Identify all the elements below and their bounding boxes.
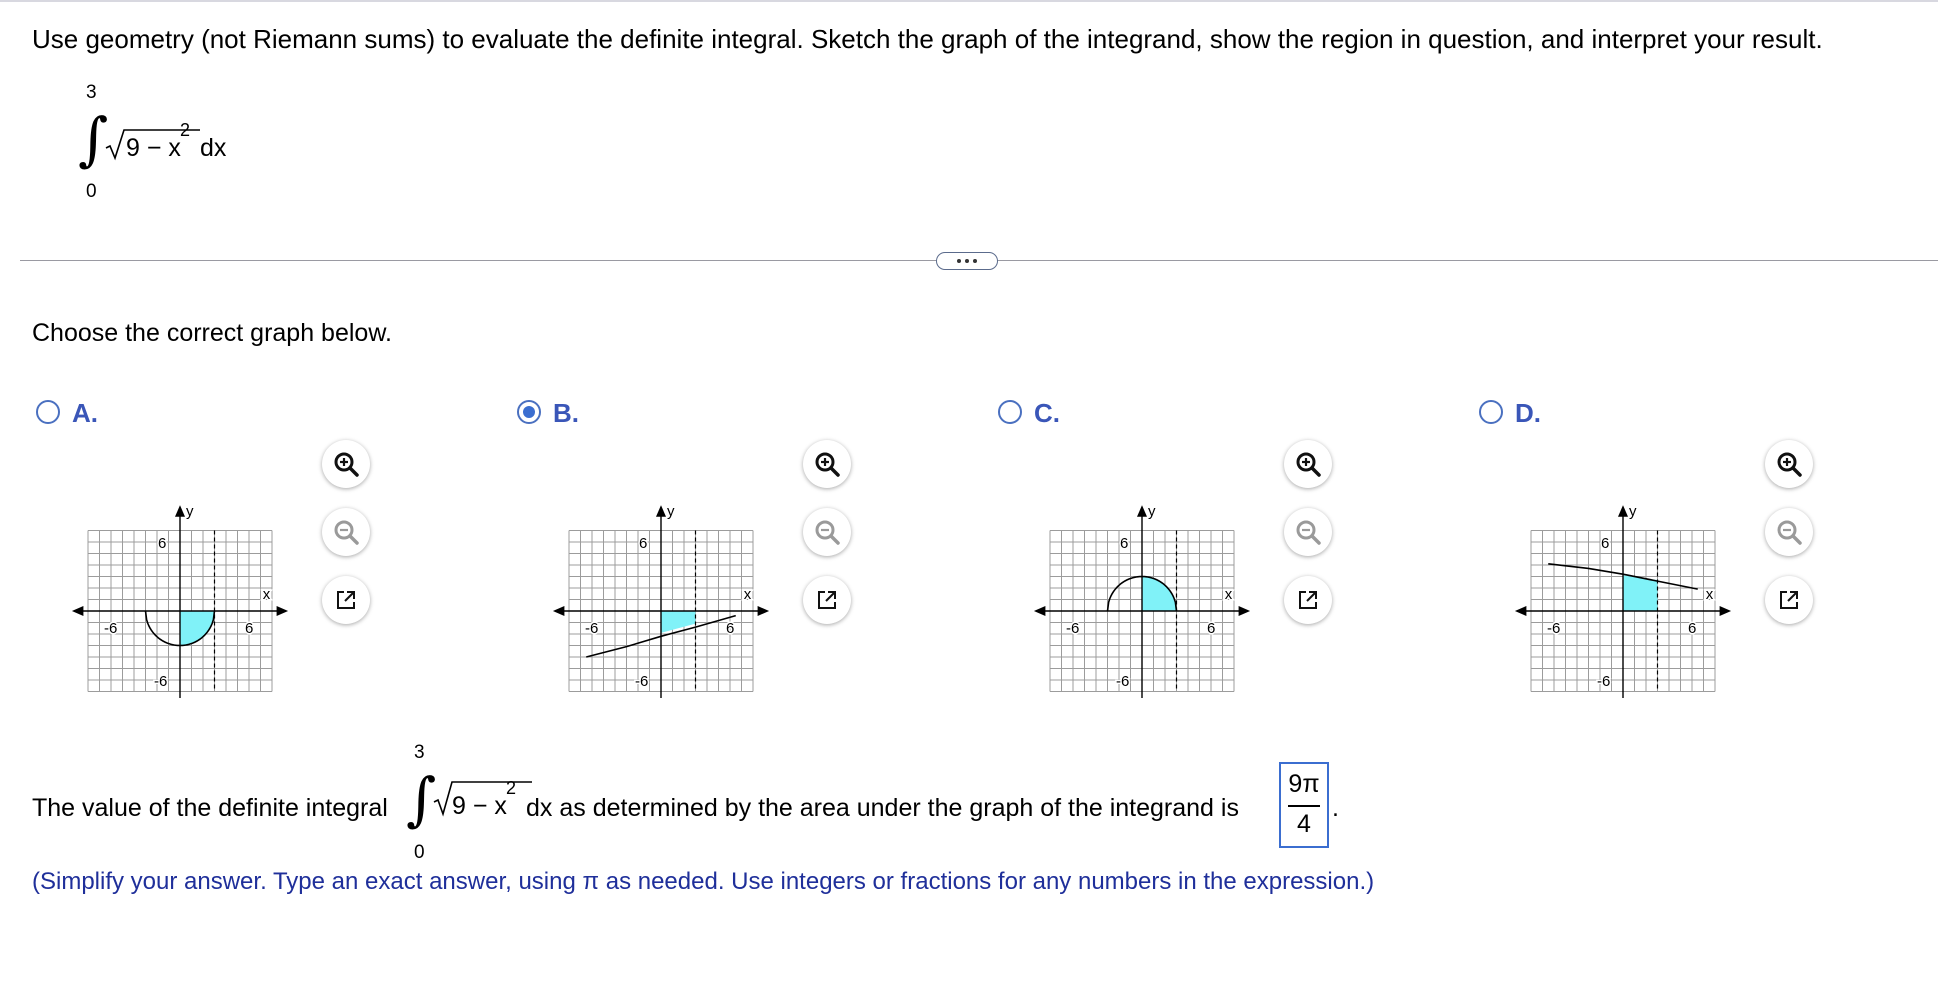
option-letter: C. (1034, 398, 1060, 428)
axis-arrowhead (175, 505, 185, 517)
zoom-out-icon (1775, 518, 1803, 546)
option-radio[interactable] (36, 400, 60, 424)
answer-input-box[interactable] (1279, 762, 1329, 848)
y-axis-label: y (1629, 503, 1637, 521)
axis-arrowhead (72, 606, 84, 616)
integral-differential: dx (200, 134, 227, 162)
zoom-in-icon (1294, 450, 1322, 478)
x-axis-label: x (1705, 586, 1714, 603)
axis-arrowhead (277, 606, 289, 616)
zoom-in-button[interactable] (803, 440, 851, 488)
shaded-region (661, 611, 696, 633)
tick-label-x-pos: 6 (1688, 620, 1697, 637)
pop-out-icon (1777, 588, 1801, 612)
axis-arrowhead (553, 606, 565, 616)
axis-arrowhead (1720, 606, 1732, 616)
answer-statement (32, 794, 388, 823)
tick-label-y-pos: 6 (1120, 535, 1129, 552)
x-axis-label: x (743, 586, 752, 603)
pop-out-button[interactable] (1284, 576, 1332, 624)
option-letter: D. (1515, 398, 1541, 428)
option-b[interactable] (517, 398, 997, 698)
zoom-out-icon (1294, 518, 1322, 546)
tick-label-y-pos: 6 (158, 535, 167, 552)
integral-lower-limit: 0 (86, 181, 97, 202)
pop-out-icon (334, 588, 358, 612)
zoom-out-button[interactable] (1284, 508, 1332, 556)
pop-out-icon (815, 588, 839, 612)
y-axis-label: y (1148, 503, 1156, 521)
integral-upper-limit: 3 (86, 82, 97, 103)
pop-out-button[interactable] (322, 576, 370, 624)
zoom-in-icon (813, 450, 841, 478)
axis-arrowhead (1239, 606, 1251, 616)
option-letter: A. (72, 398, 98, 428)
zoom-in-button[interactable] (322, 440, 370, 488)
answer-denominator: 4 (1297, 810, 1311, 838)
zoom-out-button[interactable] (1765, 508, 1813, 556)
zoom-out-button[interactable] (322, 508, 370, 556)
pop-out-button[interactable] (1765, 576, 1813, 624)
axis-arrowhead (656, 505, 666, 517)
tick-label-y-neg: -6 (1116, 673, 1130, 690)
answer-text-before: The value of the definite integral (32, 794, 388, 822)
option-radio[interactable] (1479, 400, 1503, 424)
fraction-bar (1288, 805, 1320, 807)
top-border (0, 0, 1938, 2)
tick-label-x-pos: 6 (726, 620, 735, 637)
question-prompt: Use geometry (not Riemann sums) to evaluate the definite integral. Sketch the graph of the integrand, show the region in question, and interpret your result. (32, 24, 1823, 54)
tick-label-y-pos: 6 (1601, 535, 1610, 552)
answer-integral-sign: ∫ (406, 765, 437, 833)
answer-upper-limit: 3 (414, 742, 425, 763)
answer-lower-limit: 0 (414, 842, 425, 863)
axis-arrowhead (1515, 606, 1527, 616)
option-letter: B. (553, 398, 579, 428)
more-dot (957, 259, 961, 263)
option-graph (1018, 438, 1268, 698)
tick-label-y-neg: -6 (154, 673, 168, 690)
axis-arrowhead (758, 606, 770, 616)
option-d[interactable] (1479, 398, 1938, 698)
more-dot (965, 259, 969, 263)
option-graph (56, 438, 306, 698)
zoom-out-icon (813, 518, 841, 546)
option-c[interactable] (998, 398, 1478, 698)
option-graph (537, 438, 787, 698)
pop-out-icon (1296, 588, 1320, 612)
choose-prompt: Choose the correct graph below. (32, 319, 392, 347)
zoom-in-button[interactable] (1284, 440, 1332, 488)
tick-label-y-neg: -6 (1597, 673, 1611, 690)
tick-label-x-neg: -6 (585, 620, 599, 637)
tick-label-x-pos: 6 (1207, 620, 1216, 637)
zoom-out-button[interactable] (803, 508, 851, 556)
tick-label-x-neg: -6 (1547, 620, 1561, 637)
x-axis-label: x (262, 586, 271, 603)
answer-radicand: 9 − x (452, 792, 507, 820)
y-axis-label: y (186, 503, 194, 521)
tick-label-x-neg: -6 (104, 620, 118, 637)
zoom-out-icon (332, 518, 360, 546)
option-a[interactable] (36, 398, 516, 698)
answer-integral (406, 742, 526, 862)
pop-out-button[interactable] (803, 576, 851, 624)
axis-arrowhead (1137, 505, 1147, 517)
option-radio[interactable] (998, 400, 1022, 424)
axis-arrowhead (1034, 606, 1046, 616)
more-button[interactable] (936, 252, 998, 270)
tick-label-x-pos: 6 (245, 620, 254, 637)
y-axis-label: y (667, 503, 675, 521)
option-radio[interactable] (517, 400, 541, 424)
x-axis-label: x (1224, 586, 1233, 603)
more-dot (973, 259, 977, 263)
answer-text-after: dx as determined by the area under the graph of the integrand is (526, 794, 1239, 822)
zoom-in-icon (1775, 450, 1803, 478)
tick-label-y-neg: -6 (635, 673, 649, 690)
axis-arrowhead (1618, 505, 1628, 517)
integral-sign: ∫ (78, 105, 109, 173)
answer-period: . (1332, 794, 1339, 822)
integral-radicand: 9 − x (126, 134, 181, 162)
zoom-in-icon (332, 450, 360, 478)
tick-label-x-neg: -6 (1066, 620, 1080, 637)
tick-label-y-pos: 6 (639, 535, 648, 552)
question-integral (76, 80, 276, 200)
answer-hint: (Simplify your answer. Type an exact answer, using π as needed. Use integers or fractions for any numbers in the expression.) (32, 868, 1375, 895)
zoom-in-button[interactable] (1765, 440, 1813, 488)
integral-exponent: 2 (180, 120, 191, 140)
answer-exponent: 2 (506, 778, 517, 798)
option-graph (1499, 438, 1749, 698)
answer-numerator: 9π (1288, 770, 1320, 798)
